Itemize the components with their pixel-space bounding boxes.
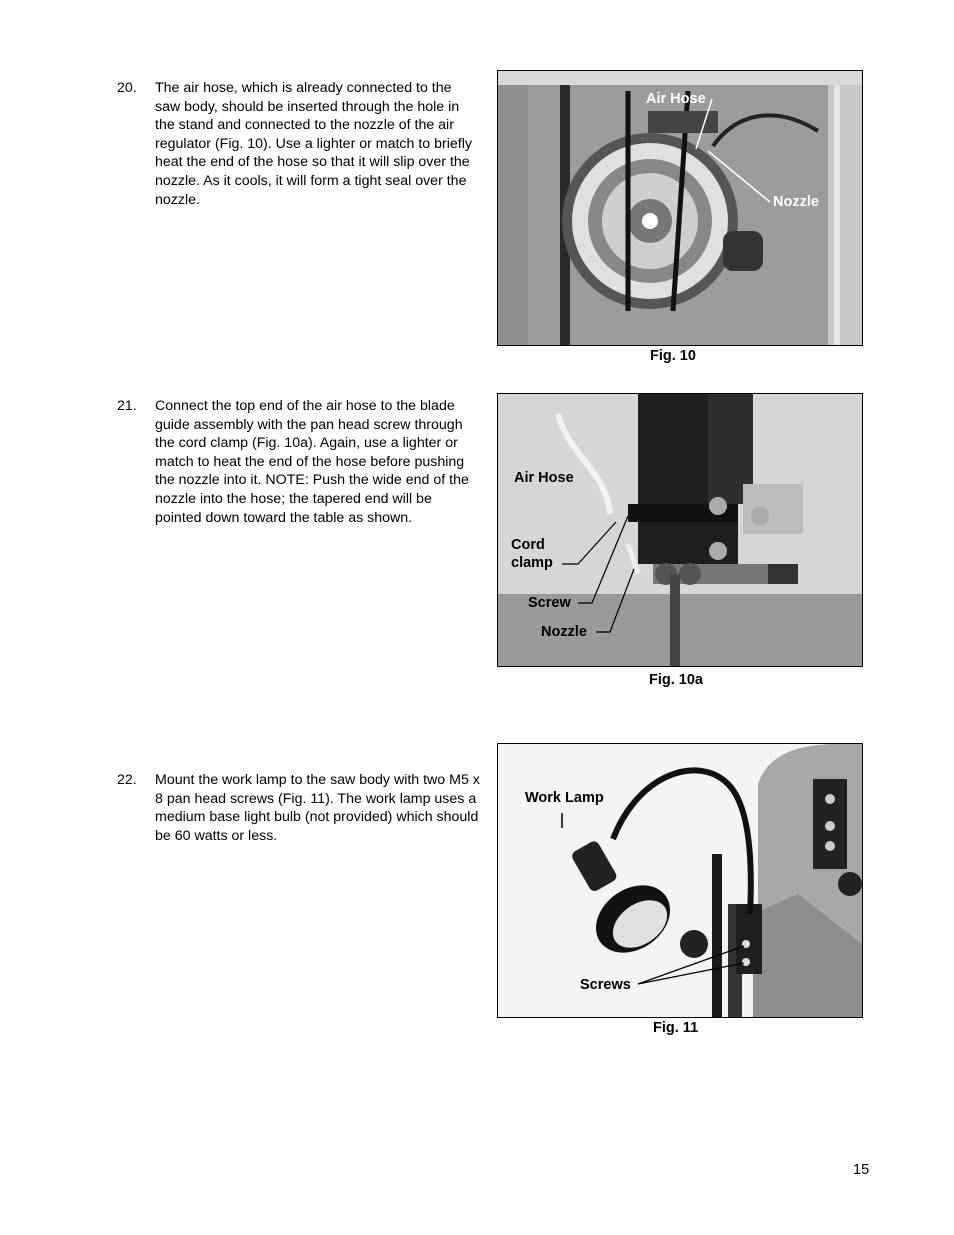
label-air-hose: Air Hose xyxy=(646,91,706,107)
label-clamp: clamp xyxy=(511,555,553,571)
figure-10-photo xyxy=(497,70,863,346)
label-screw: Screw xyxy=(528,595,571,611)
figure-caption: Fig. 10a xyxy=(649,672,703,688)
figure-10a-photo xyxy=(497,393,863,667)
step-text: The air hose, which is already connected to the saw body, should be inserted through the hole in the stand and connected to the nozzle of the air regulator (Fig. 10). Use a lighter or match to briefly heat the end of the hose so that it will slip over the nozzle. As it cools, it will form a tight seal over the nozzle. xyxy=(155,80,472,208)
figure-caption: Fig. 10 xyxy=(650,348,696,364)
page-number: 15 xyxy=(853,1162,870,1178)
label-nozzle: Nozzle xyxy=(541,624,587,640)
label-screws: Screws xyxy=(580,977,631,993)
step-number: 20. xyxy=(117,80,137,96)
step-text: Mount the work lamp to the saw body with two M5 x 8 pan head screws (Fig. 11). The work lamp uses a medium base light bulb (not provided) which should be 60 watts or less. xyxy=(155,772,480,844)
step-text: Connect the top end of the air hose to the blade guide assembly with the pan head screw through the cord clamp (Fig. 10a). Again, use a lighter or match to heat the end of the hose before pushing the nozzle into it. NOTE: Push the wide end of the nozzle into the hose; the tapered end will be pointed down toward the table as shown. xyxy=(155,398,469,526)
label-cord: Cord xyxy=(511,537,545,553)
label-air-hose: Air Hose xyxy=(514,470,574,486)
step-number: 22. xyxy=(117,772,137,788)
label-work-lamp: Work Lamp xyxy=(525,790,604,806)
step-number: 21. xyxy=(117,398,137,414)
figure-11-photo xyxy=(497,743,863,1018)
label-nozzle: Nozzle xyxy=(773,194,819,210)
figure-caption: Fig. 11 xyxy=(653,1020,699,1036)
